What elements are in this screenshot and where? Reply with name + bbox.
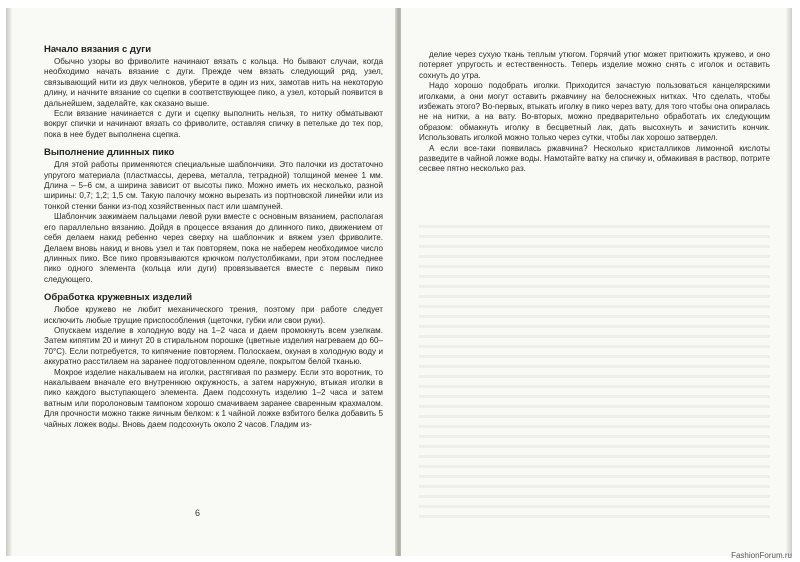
book-spread (6, 8, 792, 556)
section-heading: Выполнение длинных пико (44, 147, 175, 159)
show-through-text-area (419, 218, 770, 518)
paragraph: Мокрое изделие накалываем на иголки, растягивая по размеру. Если это воротник, то накалываем вначале его внутреннюю окружность, а затем наружную, втыкая иголки в пико каждого выступающего элемента. Даем подсохнуть изделию 1–2 часа и затем ватным или поролоновым тампоном хорошо смачиваем заранее сваренным крахмалом. Для прочности можно также яичным белком: к 1 чайной ложке взбитого белка добавить 5 чайных ложек воды. Вновь даем подсохнуть около 2 часов. Гладим из- (44, 367, 383, 429)
page-edge-shadow (786, 8, 792, 556)
left-page (6, 8, 397, 556)
page-edge-shadow (6, 8, 12, 556)
paragraph: Опускаем изделие в холодную воду на 1–2 часа и даем промокнуть всем узелкам. Затем кипятим 20 и минут 20 в стиральном порошке (цветные изделия нагреваем до 60–70°С). Если потребуется, то кипячение повторяем. Полоскаем, окуная в холодную воду и аккуратно расстилаем на заранее подготовленном одеяле, покрытом белой тканью. (44, 325, 383, 367)
paragraph: делие через сухую ткань теплым утюгом. Горячий утюг может притюжить кружево, и оно потеряет упругость и естественность. Теперь изделие можно снять с иголок и оставить сохнуть до утра. (419, 50, 770, 80)
paragraph: Обычно узоры во фриволите начинают вязать с кольца. Но бывают случаи, когда необходимо начать вязание с дуги. Прежде чем вязать следующий ряд, узел, связывающий нити из двух челноков, уберите в один из них, замотав нить на некоторую длину, и начните вязание со сцепки в соответствующее пико, а узел, который появится в дальнейшем, заделайте, как сказано выше. (44, 57, 383, 108)
section-heading: Обработка кружевных изделий (44, 292, 193, 304)
paragraph: Если вязание начинается с дуги и сцепку выполнить нельзя, то нитку обматывают вокруг спички и начинают вязать со фриволите, оставляя спичку в петельке до тех пор, пока в нее будет выполнена сцепка. (44, 109, 383, 139)
page-number: 6 (195, 508, 201, 518)
paragraph: Для этой работы применяются специальные шаблончики. Это палочки из достаточно упругого материала (пластмассы, дерева, металла, тетрадной) толщиной менее 1 мм. Длина – 5–6 см, а ширина зависит от высоты пико. Можно иметь их несколько, разной ширины: 0,7; 1,2; 1,5 см. Такую палочку можно вырезать из портновской линейки или из тонкой стенки банки из-под хозяйственных паст или шампуней. (44, 160, 383, 211)
paragraph: Шаблончик зажимаем пальцами левой руки вместе с основным вязанием, располагая его параллельно вязанию. Дойдя в процессе вязания до длинного пико, движением от себя делаем накид ребенно через сверху на шаблончик и вяжем узел фриволите. Делаем вновь накид и вновь узел и так повторяем, пока не наберем необходимое число длинных пико. Все пико провязываются крючком полустолбиками, при этом последнее пико одного элемента (кольца или дуги) провязывается вместе с первым пико следующего. (44, 212, 383, 284)
watermark: FashionForum.ru (731, 551, 792, 560)
section-long-picots (44, 147, 383, 285)
section-heading: Начало вязания с дуги (44, 44, 152, 55)
paragraph: А если все-таки появилась ржавчина? Несколько кристалликов лимонной кислоты разведите в чайной ложке воды. Намотайте ватку на спичку и, обмакивая в раствор, потрите сесвее пятно несколько раз. (419, 143, 770, 174)
paragraph: Любое кружево не любит механического трения, поэтому при работе следует исключить любые трущие приспособления (щеточки, губки или свои руки). (44, 305, 383, 325)
right-page (401, 8, 792, 556)
section-start-from-arc (44, 44, 383, 140)
section-lace-care (44, 292, 383, 430)
paragraph: Надо хорошо подобрать иголки. Приходится зачастую пользоваться канцелярскими иголками, а они могут оставить ржавчину на белоснежных нитках. Что сделать, чтобы избежать этого? Во-первых, втыкать иголку в пико через вату, для того чтобы она опиралась не на нитки, а на вату. Во-вторых, можно предварительно обработать их следующим образом: обмакнуть иголку в бесцветный лак, дать высохнуть и зачистить кончик. Использовать иголкой можно только через сутки, чтобы лак хорошо затвердел. (419, 81, 770, 143)
